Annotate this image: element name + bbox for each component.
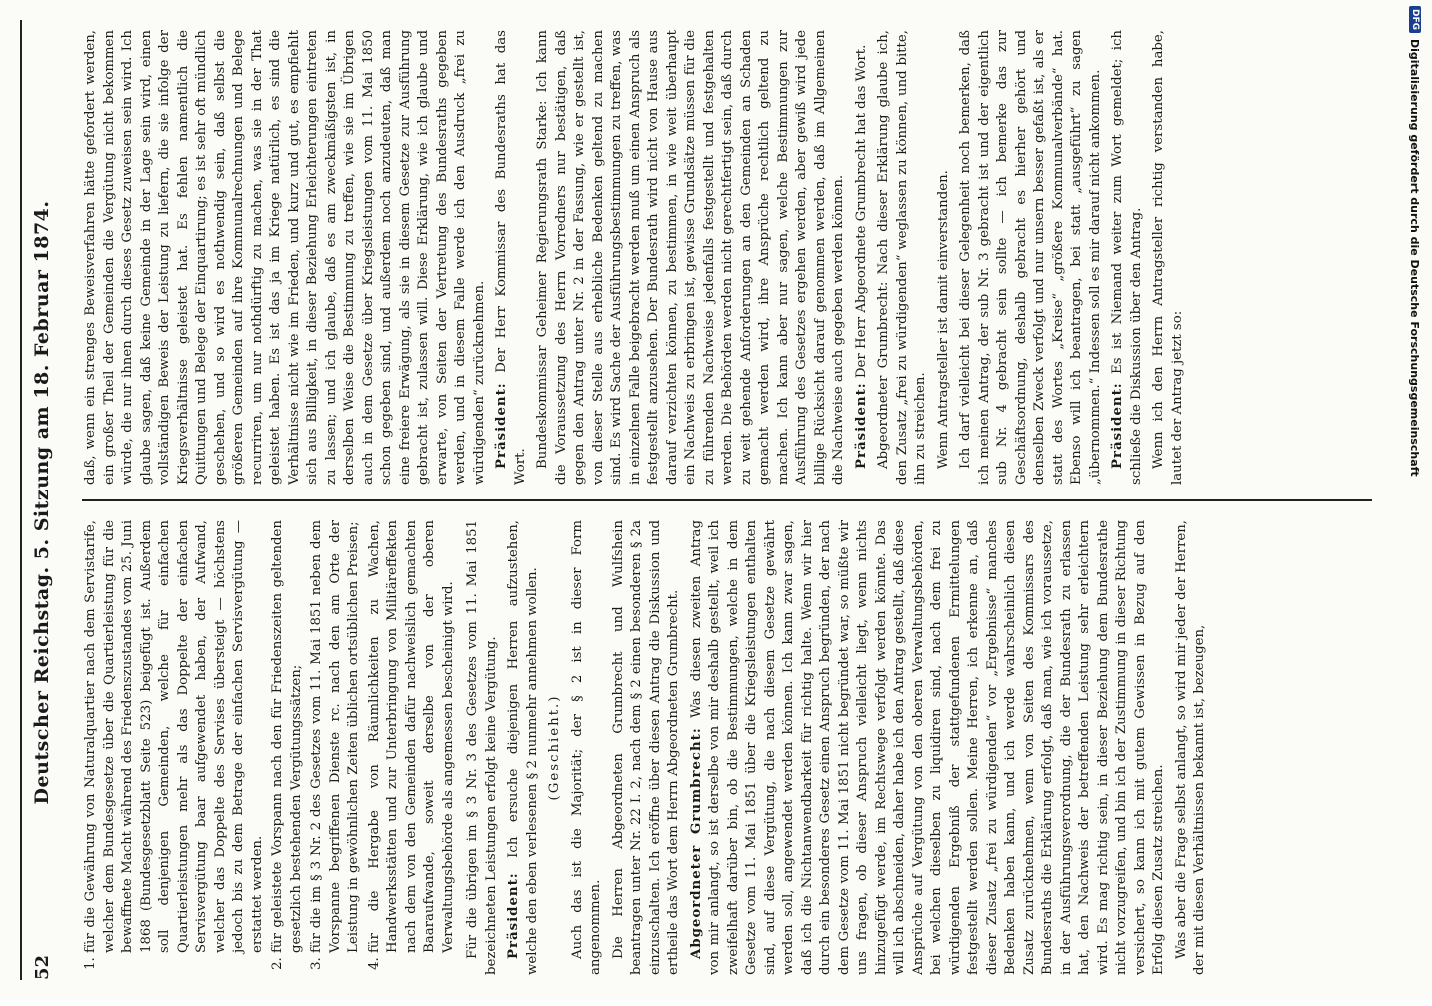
- list-item: 1. für die Gewährung von Naturalquartier nach dem Servistarife, welcher dem Bundesgesetze über die Quartierleistung für die bewaffnete Macht während des Friedenszustandes vom 25. Juni 1868 (Bundesgesetzblatt Seite 523) beigefügt ist. Außerdem soll denjenigen Gemeinden, welche für einfachen Quartierleistungen mehr als das Doppelte der einfachen Servisvergütung baar aufgewendet haben, der Aufwand, welcher das Doppelte des Servises übersteigt — höchstens jedoch bis zu dem Betrage der einfachen Servisvergütung — erstattet werden.: [82, 520, 267, 953]
- page-title: Deutscher Reichstag. 5. Sitzung am 18. Februar 1874.: [31, 200, 53, 805]
- dfg-logo: DFG: [1409, 6, 1421, 33]
- list-item: 3. für die im § 3 Nr. 2 des Gesetzes vom 11. Mai 1851 neben dem Vorspanne begriffenen Dienste rc. nach den am Orte der Leistung in gewöhnlichen Zeiten üblichen ortsüblichen Preisen;: [308, 520, 364, 953]
- speaker-name: Präsident:: [853, 382, 869, 469]
- speaker-name: Präsident:: [1110, 382, 1125, 469]
- left-column: [82, 520, 1392, 975]
- page-header: [20, 20, 62, 980]
- stage-note: (Geschieht.): [547, 694, 562, 801]
- speech-paragraph: Präsident: Es ist Niemand weiter zum Wort gemeldet; ich schließe die Diskussion über den Antrag.: [1110, 30, 1144, 485]
- list-item: 2. für geleistete Vorspann nach den für Friedenszeiten geltenden gesetzlich bestehenden Vergütungssätzen;: [269, 520, 306, 953]
- paragraph: Auch das ist die Majorität; der § 2 ist in dieser Form angenommen.: [569, 520, 603, 975]
- paragraph: Für die übrigen im § 3 Nr. 3 des Gesetzes vom 11. Mai 1851 bezeichneten Leistungen erfolgt keine Vergütung.: [465, 520, 499, 975]
- list-item: 4. für die Hergabe von Räumlichkeiten zu Wachen, Handwerksstätten und zur Unterbringung von Militäreffekten nach dem von den Gemeinden dafür nachweislich gemachten Baaraufwande, soweit derselbe von der oberen Verwaltungsbehörde als angemessen bescheinigt wird.: [366, 520, 459, 953]
- digitization-credit: Digitalisierung gefördert durch die Deutsche Forschungsgemeinschaft: [1408, 39, 1422, 477]
- speech-paragraph: Präsident: Ich ersuche diejenigen Herren aufzustehen, welche den eben verlesenen § 2 nunmehr annehmen wollen.: [506, 520, 540, 975]
- paragraph: Die Herren Abgeordneten Grumbrecht und Wulfshein beantragen unter Nr. 22 I. 2, nach dem § 2 einen besonderen § 2a einzuschalten. Ich eröffne über diesen Antrag die Diskussion und ertheile das Wort dem Herrn Abgeordneten Grumbrecht.: [610, 520, 681, 975]
- speech-paragraph: Präsident: Der Herr Abgeordnete Grumbrecht hat das Wort.: [853, 44, 869, 469]
- column-divider: [82, 499, 1372, 501]
- speaker-name: Präsident:: [506, 872, 521, 959]
- paragraph: daß, wenn ein strenges Beweisverfahren hätte gefordert werden, ein großer Theil der Gemeinden die Vergütung nicht bekommen würde, die nur ihnen durch dieses Gesetz zuweisen sein wird. Ich glaube sagen, daß keine Gemeinde in der Lage sein wird, einen vollständigen Beweis der Leistung zu liefern, die sie infolge der Kriegsverhältnisse geleistet hat. Es fehlen namentlich die Quittungen und Belege der Einquartirung; es ist sehr oft mündlich geschehen, und so wird es nothwendig sein, daß selbst die größeren Gemeinden auf ihre Kommunalrechnungen und Belege recurriren, um nur nothdürftig zu machen, was sie in der That geleistet haben. Es ist das ja im Kriege natürlich, es sind die Verhältnisse nicht wie im Frieden, und kurz und gut, es empfiehlt sich aus Billigkeit, in dieser Beziehung Erleichterungen eintreten zu lassen; und ich glaube, daß es am zweckmäßigsten ist, in derselben Weise die Bestimmung zu treffen, wie sie im Übrigen auch in dem Gesetze über Kriegsleistungen vom 11. Mai 1850 schon gegeben sind, und außerdem noch anzudeuten, daß man eine freiere Erwägung, als sie in diesem Gesetze zur Ausführung gebracht ist, zulassen will. Diese Erklärung, wie ich glaube und erwarte, von Seiten der Vertretung des Bundesraths gegeben werden, und in diesem Falle werde ich den Ausdruck „frei zu würdigenden“ zurücknehmen.: [83, 30, 487, 485]
- page-number: 52: [31, 954, 53, 980]
- speech-paragraph: Präsident: Der Herr Kommissar des Bundesraths hat das Wort.: [494, 30, 528, 485]
- speaker-name: Präsident:: [494, 382, 509, 469]
- paragraph: Wenn Antragsteller ist damit einverstanden.: [935, 170, 951, 469]
- speaker-name: Abgeordneter Grumbrecht:: [688, 727, 704, 959]
- paragraph: Ich darf vielleicht bei dieser Gelegenheit noch bemerken, daß ich meinen Antrag, der sub Nr. 3 gebracht ist und der eigentlich sub Nr. 4 gebracht sein sollte — ich bemerke das zur Geschäftsordnung, deshalb gebracht es hierher gehört und denselben Zweck verfolgt und nur unsern besser gefaßt ist, als er statt des Wortes „Kreise“ „größere Kommunalverbände“ hat. Ebenso will ich beantragen, bei statt „ausgeführt“ zu sagen „übernommen.“ Indessen soll es mir darauf nicht ankommen.: [958, 30, 1103, 485]
- numbered-list: [82, 520, 458, 975]
- digitization-footer: [1406, 0, 1424, 1006]
- paragraph: Was aber die Frage selbst anlangt, so wird mir jeder der Herren, der mit diesen Verhältnissen bekannt ist, bezeugen,: [1173, 520, 1207, 975]
- paragraph: Wenn ich den Herrn Antragsteller richtig verstanden habe, lautet der Antrag jetzt so:: [1151, 30, 1185, 485]
- right-column: [82, 30, 1392, 485]
- speech-paragraph: Abgeordneter Grumbrecht: Was diesen zweiten Antrag von mir anlangt, so ist derselbe von mir deshalb gestellt, weil ich zweifelhaft darüber bin, ob die Bestimmungen, welche in dem Gesetze vom 11. Mai 1851 über die Kriegsleistungen enthalten sind, auf diese Vergütung, die nach diesem Gesetze gewährt werden soll, angewendet werden können. Ich kann zwar sagen, daß ich die Nichtanwendbarkeit für richtig halte. Wenn wir hier durch ein besonderes Gesetz einen Anspruch begründen, der nach dem Gesetze vom 11. Mai 1851 nicht begründet war, so müßte wir uns fragen, ob dieser Anspruch vielleicht liegt, wenn nichts hinzugefügt werde, im Rechtswege verfolgt werden könnte. Das will ich abschneiden, daher habe ich den Antrag gestellt, daß diese Ansprüche auf Vergütung von den oberen Verwaltungsbehörden, bei welchen dieselben zu liquidiren sind, nach dem frei zu würdigenden Ergebniß der stattgefundenen Ermittelungen festgestellt werden sollen. Meine Herren, ich erkenne an, daß dieser Zusatz „frei zu würdigenden“ vor „Ergebnisse“ manches Bedenken haben kann, und ich werde wahrscheinlich diesen Zusatz zurücknehmen, wenn von Seiten des Kommissars des Bundesraths die Erklärung erfolgt, daß man, wie ich voraussetze, in der Ausführungsverordnung, die der Bundesrath zu erlassen hat, den Nachweis der betreffenden Leistung sehr erleichtern wird. Es mag richtig sein, in dieser Beziehung dem Bundesrathe nicht vorzugreifen, und bin ich der Zustimmung in dieser Richtung versichert, so kann ich mit gutem Gewissen in Bezug auf den Erfolg diesen Zusatz streichen.: [688, 520, 1166, 975]
- paragraph: Bundeskommissar Geheimer Regierungsrath Starke: Ich kann die Voraussetzung des Herrn Vorredners nur bestätigen, daß gegen den Antrag unter Nr. 2 in der Fassung, wie er gestellt ist, von dieser Stelle aus erhebliche Bedenken geltend zu machen sind. Es wird Sache der Ausführungsbestimmungen zu treffen, was in einzelnen Falle beigebracht werden muß um einen Anspruch als festgestellt anzusehen. Der Bundesrath wird nicht von Hause aus darauf verzichten können, zu bestimmen, in wie weit überhaupt ein Nachweis zu erbringen ist, gewisse Grundsätze müssen für die zu führenden Nachweise jedenfalls festgestellt und festgehalten werden. Die Behörden werden nicht gerechtfertigt sein, daß durch zu weit gehende Anforderungen an den Gemeinden an Schaden gemacht werden wird, ihre Ansprüche rechtlich geltend zu machen. Ich kann aber nur sagen, welche Bestimmungen zur Ausführung des Gesetzes ergehen werden, aber gewiß wird jede billige Rücksicht darauf genommen werden, daß im Allgemeinen die Nachweise auch gegeben werden können.: [535, 30, 846, 485]
- paragraph: Abgeordneter Grumbrecht: Nach dieser Erklärung glaube ich, den Zusatz „frei zu würdigenden“ weglassen zu können, und bitte, ihn zu streichen.: [876, 30, 928, 485]
